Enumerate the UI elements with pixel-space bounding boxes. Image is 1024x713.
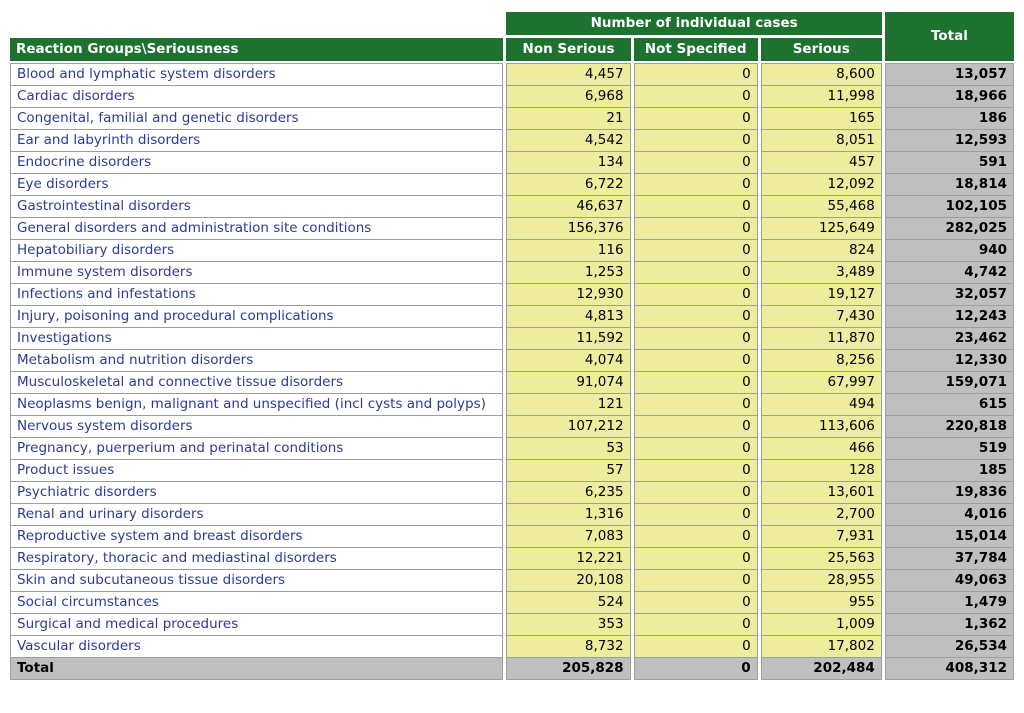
table-row	[10, 460, 1014, 482]
non-serious-value: 6,235	[506, 482, 630, 504]
row-label: Metabolism and nutrition disorders	[10, 350, 503, 372]
not-specified-value: 0	[634, 526, 758, 548]
reaction-groups-header: Reaction Groups\Seriousness	[10, 38, 503, 63]
serious-value: 165	[761, 108, 882, 130]
non-serious-value: 46,637	[506, 196, 630, 218]
row-total-value: 12,330	[885, 350, 1014, 372]
row-label: Eye disorders	[10, 174, 503, 196]
not-specified-value: 0	[634, 548, 758, 570]
row-label: Congenital, familial and genetic disorders	[10, 108, 503, 130]
not-specified-value: 0	[634, 152, 758, 174]
table-row	[10, 284, 1014, 306]
cases-report	[7, 12, 1017, 680]
table-row	[10, 636, 1014, 658]
row-total-value: 940	[885, 240, 1014, 262]
row-total-value: 1,479	[885, 592, 1014, 614]
grand-total-label: Total	[10, 658, 503, 680]
non-serious-value: 21	[506, 108, 630, 130]
table-row	[10, 306, 1014, 328]
serious-value: 125,649	[761, 218, 882, 240]
table-header	[10, 12, 1014, 63]
non-serious-value: 8,732	[506, 636, 630, 658]
grand-total-value: 408,312	[885, 658, 1014, 680]
table-row	[10, 86, 1014, 108]
row-total-value: 13,057	[885, 63, 1014, 86]
serious-value: 19,127	[761, 284, 882, 306]
non-serious-value: 1,253	[506, 262, 630, 284]
table-row	[10, 416, 1014, 438]
row-total-value: 4,016	[885, 504, 1014, 526]
row-total-value: 185	[885, 460, 1014, 482]
non-serious-value: 4,542	[506, 130, 630, 152]
table-row	[10, 63, 1014, 86]
row-label: Endocrine disorders	[10, 152, 503, 174]
row-total-value: 32,057	[885, 284, 1014, 306]
grand-total-non-serious: 205,828	[506, 658, 630, 680]
column-header-serious: Serious	[761, 38, 882, 63]
serious-value: 494	[761, 394, 882, 416]
row-total-value: 615	[885, 394, 1014, 416]
row-label: Gastrointestinal disorders	[10, 196, 503, 218]
row-total-value: 26,534	[885, 636, 1014, 658]
row-total-value: 186	[885, 108, 1014, 130]
not-specified-value: 0	[634, 460, 758, 482]
row-total-value: 19,836	[885, 482, 1014, 504]
row-label: Surgical and medical procedures	[10, 614, 503, 636]
non-serious-value: 53	[506, 438, 630, 460]
not-specified-value: 0	[634, 218, 758, 240]
not-specified-value: 0	[634, 130, 758, 152]
row-label: Reproductive system and breast disorders	[10, 526, 503, 548]
serious-value: 824	[761, 240, 882, 262]
serious-value: 25,563	[761, 548, 882, 570]
table-row	[10, 526, 1014, 548]
row-label: Pregnancy, puerperium and perinatal conditions	[10, 438, 503, 460]
table-body	[10, 63, 1014, 658]
serious-value: 1,009	[761, 614, 882, 636]
header-row-columns	[10, 38, 1014, 63]
row-total-value: 4,742	[885, 262, 1014, 284]
grand-total-serious: 202,484	[761, 658, 882, 680]
non-serious-value: 107,212	[506, 416, 630, 438]
not-specified-value: 0	[634, 614, 758, 636]
row-total-value: 591	[885, 152, 1014, 174]
row-label: General disorders and administration site conditions	[10, 218, 503, 240]
non-serious-value: 1,316	[506, 504, 630, 526]
row-label: Ear and labyrinth disorders	[10, 130, 503, 152]
table-row	[10, 394, 1014, 416]
row-label: Musculoskeletal and connective tissue disorders	[10, 372, 503, 394]
not-specified-value: 0	[634, 570, 758, 592]
not-specified-value: 0	[634, 174, 758, 196]
non-serious-value: 156,376	[506, 218, 630, 240]
row-total-value: 23,462	[885, 328, 1014, 350]
table-row	[10, 482, 1014, 504]
column-header-non-serious: Non Serious	[506, 38, 630, 63]
table-row	[10, 570, 1014, 592]
row-label: Injury, poisoning and procedural complications	[10, 306, 503, 328]
table-footer	[10, 658, 1014, 680]
row-total-value: 18,814	[885, 174, 1014, 196]
serious-value: 17,802	[761, 636, 882, 658]
not-specified-value: 0	[634, 438, 758, 460]
non-serious-value: 12,221	[506, 548, 630, 570]
non-serious-value: 524	[506, 592, 630, 614]
serious-value: 457	[761, 152, 882, 174]
row-total-value: 282,025	[885, 218, 1014, 240]
serious-value: 128	[761, 460, 882, 482]
corner-spacer	[10, 12, 503, 38]
not-specified-value: 0	[634, 416, 758, 438]
non-serious-value: 6,968	[506, 86, 630, 108]
non-serious-value: 4,074	[506, 350, 630, 372]
table-row	[10, 196, 1014, 218]
serious-value: 12,092	[761, 174, 882, 196]
table-row	[10, 328, 1014, 350]
table-row	[10, 504, 1014, 526]
not-specified-value: 0	[634, 350, 758, 372]
non-serious-value: 6,722	[506, 174, 630, 196]
non-serious-value: 11,592	[506, 328, 630, 350]
serious-value: 8,051	[761, 130, 882, 152]
serious-value: 955	[761, 592, 882, 614]
not-specified-value: 0	[634, 262, 758, 284]
not-specified-value: 0	[634, 328, 758, 350]
non-serious-value: 91,074	[506, 372, 630, 394]
table-row	[10, 614, 1014, 636]
row-total-value: 37,784	[885, 548, 1014, 570]
cases-table	[7, 12, 1017, 680]
not-specified-value: 0	[634, 482, 758, 504]
row-total-value: 1,362	[885, 614, 1014, 636]
row-label: Infections and infestations	[10, 284, 503, 306]
non-serious-value: 116	[506, 240, 630, 262]
non-serious-value: 20,108	[506, 570, 630, 592]
non-serious-value: 12,930	[506, 284, 630, 306]
row-total-value: 159,071	[885, 372, 1014, 394]
table-row	[10, 350, 1014, 372]
non-serious-value: 4,813	[506, 306, 630, 328]
serious-value: 8,600	[761, 63, 882, 86]
non-serious-value: 4,457	[506, 63, 630, 86]
not-specified-value: 0	[634, 240, 758, 262]
table-row	[10, 262, 1014, 284]
serious-value: 7,430	[761, 306, 882, 328]
serious-value: 13,601	[761, 482, 882, 504]
row-total-value: 49,063	[885, 570, 1014, 592]
row-label: Vascular disorders	[10, 636, 503, 658]
table-row	[10, 372, 1014, 394]
not-specified-value: 0	[634, 592, 758, 614]
row-label: Investigations	[10, 328, 503, 350]
header-row-group	[10, 12, 1014, 38]
not-specified-value: 0	[634, 196, 758, 218]
row-total-value: 15,014	[885, 526, 1014, 548]
non-serious-value: 134	[506, 152, 630, 174]
serious-value: 466	[761, 438, 882, 460]
serious-value: 113,606	[761, 416, 882, 438]
serious-value: 11,998	[761, 86, 882, 108]
grand-total-not-specified: 0	[634, 658, 758, 680]
row-label: Skin and subcutaneous tissue disorders	[10, 570, 503, 592]
serious-value: 55,468	[761, 196, 882, 218]
not-specified-value: 0	[634, 372, 758, 394]
row-label: Neoplasms benign, malignant and unspecified (incl cysts and polyps)	[10, 394, 503, 416]
row-total-value: 12,243	[885, 306, 1014, 328]
total-column-header: Total	[885, 12, 1014, 63]
table-row	[10, 240, 1014, 262]
column-header-not-specified: Not Specified	[634, 38, 758, 63]
row-label: Immune system disorders	[10, 262, 503, 284]
table-row	[10, 218, 1014, 240]
non-serious-value: 353	[506, 614, 630, 636]
serious-value: 2,700	[761, 504, 882, 526]
row-total-value: 18,966	[885, 86, 1014, 108]
serious-value: 8,256	[761, 350, 882, 372]
row-total-value: 102,105	[885, 196, 1014, 218]
not-specified-value: 0	[634, 108, 758, 130]
table-row	[10, 152, 1014, 174]
group-header-cell: Number of individual cases	[506, 12, 881, 38]
not-specified-value: 0	[634, 504, 758, 526]
row-total-value: 519	[885, 438, 1014, 460]
row-label: Product issues	[10, 460, 503, 482]
row-label: Psychiatric disorders	[10, 482, 503, 504]
non-serious-value: 57	[506, 460, 630, 482]
table-row	[10, 438, 1014, 460]
row-label: Blood and lymphatic system disorders	[10, 63, 503, 86]
row-label: Hepatobiliary disorders	[10, 240, 503, 262]
row-label: Respiratory, thoracic and mediastinal disorders	[10, 548, 503, 570]
table-row	[10, 548, 1014, 570]
row-total-value: 12,593	[885, 130, 1014, 152]
table-row	[10, 592, 1014, 614]
table-row	[10, 108, 1014, 130]
serious-value: 11,870	[761, 328, 882, 350]
table-row	[10, 174, 1014, 196]
table-row	[10, 130, 1014, 152]
serious-value: 7,931	[761, 526, 882, 548]
not-specified-value: 0	[634, 86, 758, 108]
not-specified-value: 0	[634, 394, 758, 416]
non-serious-value: 121	[506, 394, 630, 416]
row-total-value: 220,818	[885, 416, 1014, 438]
row-label: Nervous system disorders	[10, 416, 503, 438]
non-serious-value: 7,083	[506, 526, 630, 548]
row-label: Social circumstances	[10, 592, 503, 614]
not-specified-value: 0	[634, 306, 758, 328]
serious-value: 28,955	[761, 570, 882, 592]
serious-value: 3,489	[761, 262, 882, 284]
row-label: Cardiac disorders	[10, 86, 503, 108]
not-specified-value: 0	[634, 284, 758, 306]
grand-total-row	[10, 658, 1014, 680]
not-specified-value: 0	[634, 636, 758, 658]
not-specified-value: 0	[634, 63, 758, 86]
row-label: Renal and urinary disorders	[10, 504, 503, 526]
serious-value: 67,997	[761, 372, 882, 394]
